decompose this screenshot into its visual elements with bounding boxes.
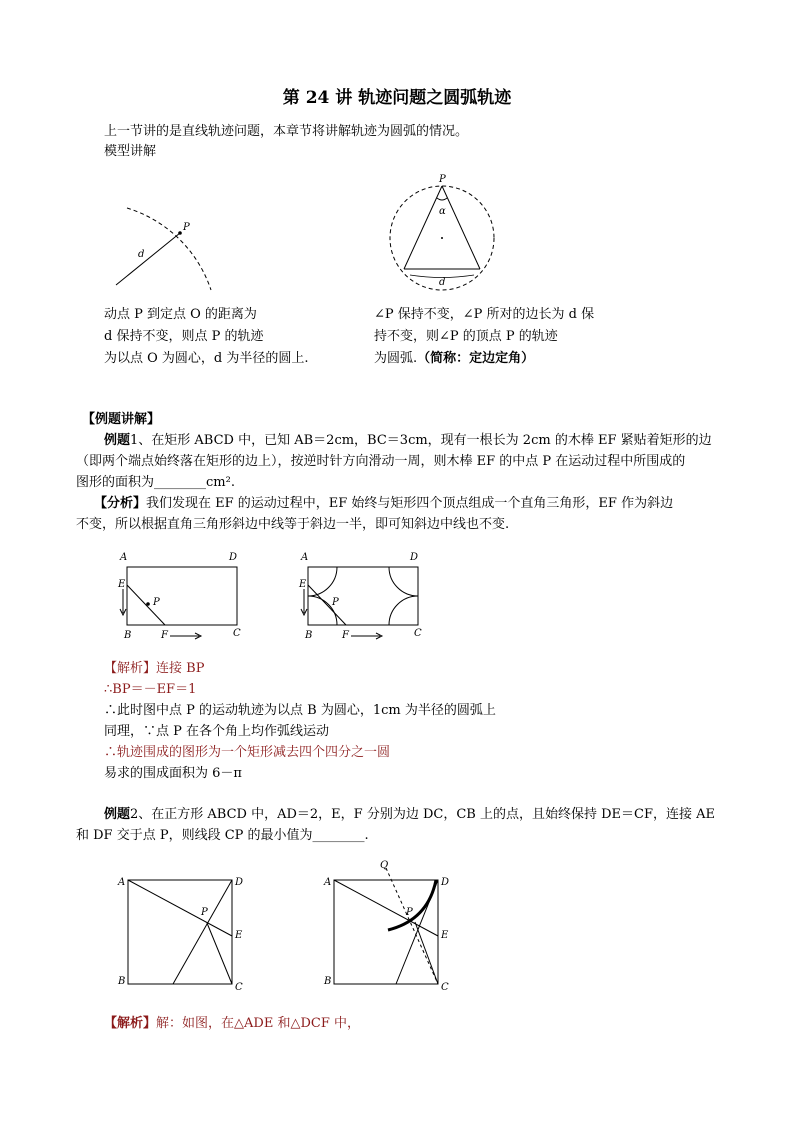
- ex2-f2-a: A: [324, 877, 332, 888]
- ex1-line-1: 例题1、在矩形 ABCD 中，已知 AB＝2cm，BC＝3cm，现有一根长为 2cm 的木棒 EF 紧贴着矩形的边: [104, 433, 712, 448]
- model2-alpha-label: α: [439, 206, 446, 217]
- ex1-f2-d: D: [410, 552, 419, 563]
- model1-p-label: P: [183, 222, 190, 233]
- ex2-f2-b: B: [324, 976, 332, 987]
- ex1-f1-d: D: [229, 552, 238, 563]
- ex2-f2-p: P: [406, 907, 413, 918]
- model1-figure: [100, 195, 230, 295]
- ex1-analysis-1: 【分析】我们发现在 EF 的运动过程中，EF 始终与矩形四个顶点组成一个直角三角形，EF 作为斜边: [94, 496, 674, 511]
- page-title: 第 24 讲 轨迹问题之圆弧轨迹: [282, 88, 512, 108]
- model1-d-label: d: [138, 249, 145, 260]
- ex1-line-2: （即两个端点始终落在矩形的边上），按逆时针方向滑动一周，则木棒 EF 的中点 P 在运动过程中所围成的: [76, 454, 686, 469]
- ex1-solution-5: ∴轨迹围成的图形为一个矩形减去四个四分之一圆: [104, 745, 391, 760]
- ex1-line-3: 图形的面积为________cm².: [76, 475, 235, 490]
- ex1-f2-c: C: [414, 628, 422, 639]
- ex1-f2-a: A: [301, 552, 309, 563]
- ex2-f2-q: Q: [380, 860, 389, 871]
- ex2-f2-c: C: [441, 982, 449, 993]
- ex1-figure-left: [115, 545, 255, 645]
- ex2-f1-c: C: [235, 982, 243, 993]
- model2-d-label: d: [439, 277, 446, 288]
- ex2-f2-d: D: [441, 877, 450, 888]
- ex2-figure-right: [316, 858, 456, 998]
- ex1-f2-p: P: [332, 597, 339, 608]
- ex1-solution-3: ∴此时图中点 P 的运动轨迹为以点 B 为圆心，1cm 为半径的圆弧上: [104, 703, 496, 718]
- model2-line-2: 持不变，则∠P 的顶点 P 的轨迹: [374, 329, 558, 344]
- ex1-f1-c: C: [233, 628, 241, 639]
- ex2-f1-p: P: [201, 907, 208, 918]
- ex1-f1-p: P: [153, 597, 160, 608]
- ex1-figure-right: [296, 545, 436, 645]
- ex2-figure-left: [110, 868, 250, 998]
- model2-figure: [380, 170, 510, 295]
- ex1-f1-e: E: [118, 579, 126, 590]
- ex2-f1-e: E: [235, 930, 243, 941]
- ex1-f2-e: E: [299, 579, 307, 590]
- ex2-line-2: 和 DF 交于点 P，则线段 CP 的最小值为________.: [76, 828, 369, 843]
- ex1-solution-2: ∴BP＝－EF＝1: [104, 682, 197, 697]
- ex2-f1-a: A: [118, 877, 126, 888]
- ex1-analysis-2: 不变，所以根据直角三角形斜边中线等于斜边一半，即可知斜边中线也不变.: [76, 517, 510, 532]
- ex2-solution: 【解析】解：如图，在△ADE 和△DCF 中，: [104, 1016, 360, 1031]
- ex1-f1-a: A: [120, 552, 128, 563]
- model1-line-3: 为以点 O 为圆心，d 为半径的圆上.: [104, 351, 309, 366]
- ex1-f2-b: B: [305, 630, 313, 641]
- model-heading: 模型讲解: [104, 144, 157, 159]
- ex2-f2-e: E: [441, 930, 449, 941]
- model2-line-1: ∠P 保持不变，∠P 所对的边长为 d 保: [374, 307, 595, 322]
- ex1-f2-f: F: [342, 630, 349, 641]
- model1-line-2: d 保持不变，则点 P 的轨迹: [104, 329, 264, 344]
- ex2-f1-b: B: [118, 976, 126, 987]
- section-heading: 【例题讲解】: [82, 412, 161, 427]
- intro-text: 上一节讲的是直线轨迹问题，本章节将讲解轨迹为圆弧的情况。: [104, 124, 469, 139]
- ex1-solution-1: 【解析】连接 BP: [104, 661, 205, 676]
- ex1-f1-f: F: [161, 630, 168, 641]
- ex1-solution-4: 同理，∵点 P 在各个角上均作弧线运动: [104, 724, 330, 739]
- model2-p-label: P: [439, 174, 446, 185]
- ex2-f1-d: D: [235, 877, 244, 888]
- model2-line-3: 为圆弧.（简称：定边定角）: [374, 351, 535, 366]
- model1-line-1: 动点 P 到定点 O 的距离为: [104, 307, 257, 322]
- ex1-f1-b: B: [124, 630, 132, 641]
- ex1-solution-6: 易求的围成面积为 6－π: [104, 766, 242, 781]
- ex2-line-1: 例题2、在正方形 ABCD 中，AD＝2，E，F 分别为边 DC，CB 上的点，且始终保持 DE＝CF，连接 AE: [104, 807, 715, 822]
